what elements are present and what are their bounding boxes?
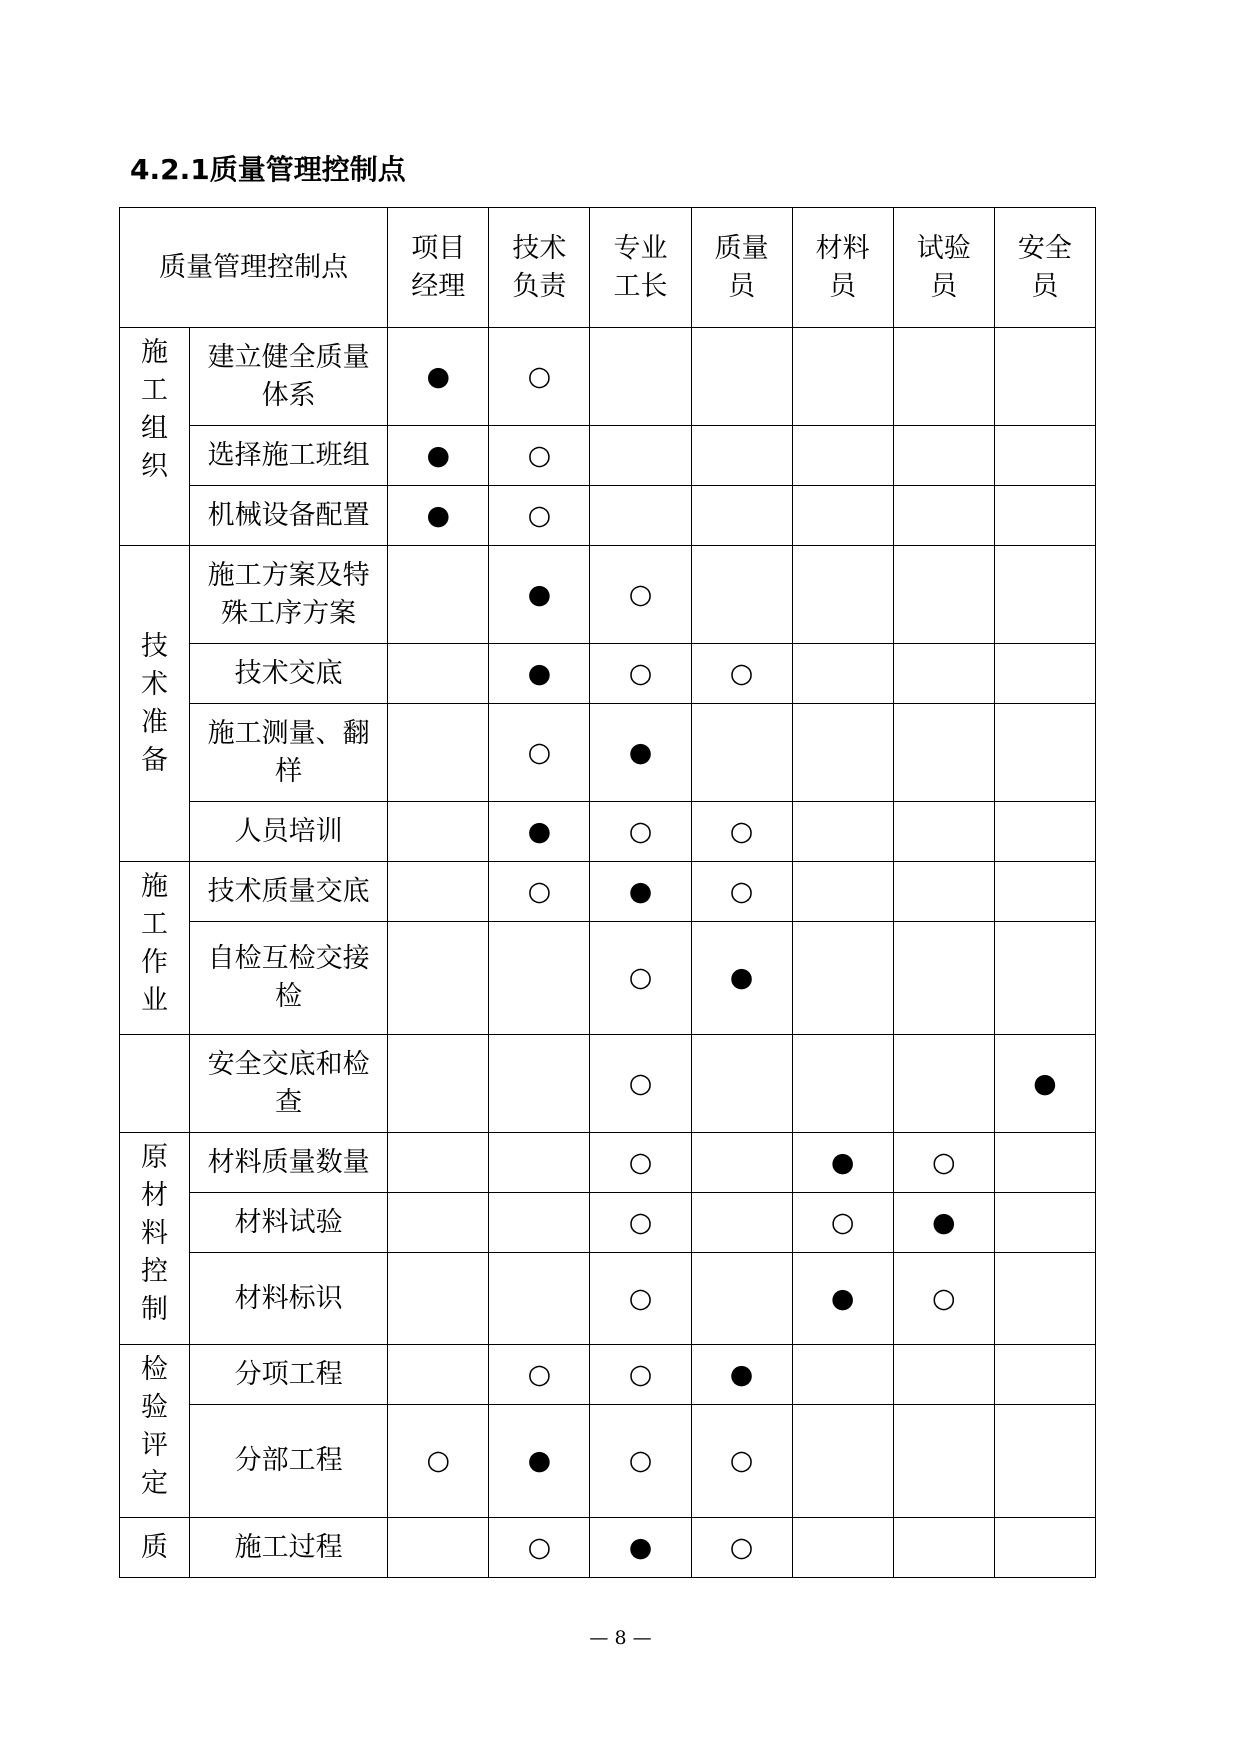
secondary-responsibility-mark: ○ (527, 736, 552, 768)
secondary-responsibility-mark: ○ (729, 1445, 754, 1476)
mark-cell (489, 802, 590, 862)
mark-cell (792, 862, 893, 922)
secondary-responsibility-mark: ○ (628, 1445, 653, 1476)
secondary-responsibility-mark: ○ (628, 657, 653, 689)
mark-cell (893, 546, 994, 644)
mark-cell (388, 644, 489, 704)
mark-cell (388, 922, 489, 1035)
mark-cell (792, 1193, 893, 1253)
table-row (120, 1345, 1096, 1405)
secondary-responsibility-mark: ○ (628, 1206, 653, 1238)
col-header-project-manager: 项目经理 (388, 208, 489, 328)
item-cell: 分部工程 (190, 1405, 388, 1518)
mark-cell (691, 1405, 792, 1518)
mark-cell (489, 862, 590, 922)
table-row (120, 644, 1096, 704)
primary-responsibility-mark: ● (426, 439, 451, 471)
mark-cell (994, 426, 1095, 486)
mark-cell (489, 1345, 590, 1405)
mark-cell (691, 426, 792, 486)
mark-cell (590, 1253, 691, 1345)
mark-cell (994, 1345, 1095, 1405)
mark-cell (792, 704, 893, 802)
item-cell: 自检互检交接检 (190, 922, 388, 1035)
mark-cell (489, 328, 590, 426)
mark-cell (388, 546, 489, 644)
secondary-responsibility-mark: ○ (628, 1282, 653, 1314)
mark-cell (590, 546, 691, 644)
secondary-responsibility-mark: ○ (527, 360, 552, 392)
item-cell: 施工方案及特殊工序方案 (190, 546, 388, 644)
mark-cell (590, 862, 691, 922)
table-row (120, 922, 1096, 1035)
group-label-safety (120, 1035, 190, 1133)
item-cell: 人员培训 (190, 802, 388, 862)
mark-cell (994, 644, 1095, 704)
mark-cell (691, 1193, 792, 1253)
mark-cell (489, 1253, 590, 1345)
col-header-tech-lead: 技术负责 (489, 208, 590, 328)
secondary-responsibility-mark: ○ (628, 1067, 653, 1099)
table-row (120, 802, 1096, 862)
secondary-responsibility-mark: ○ (931, 1146, 956, 1178)
mark-cell (994, 922, 1095, 1035)
primary-responsibility-mark: ● (426, 499, 451, 531)
mark-cell (388, 1035, 489, 1133)
mark-cell (893, 1405, 994, 1518)
secondary-responsibility-mark: ○ (628, 1358, 653, 1390)
mark-cell (489, 922, 590, 1035)
mark-cell (893, 922, 994, 1035)
mark-cell (893, 1133, 994, 1193)
header-row (120, 208, 1096, 328)
mark-cell (893, 644, 994, 704)
mark-cell (590, 1035, 691, 1133)
table-row (120, 1253, 1096, 1345)
item-cell: 技术质量交底 (190, 862, 388, 922)
mark-cell (691, 1253, 792, 1345)
mark-cell (590, 922, 691, 1035)
item-cell: 分项工程 (190, 1345, 388, 1405)
primary-responsibility-mark: ● (527, 815, 552, 847)
primary-responsibility-mark: ● (931, 1206, 956, 1238)
secondary-responsibility-mark: ○ (527, 875, 552, 907)
mark-cell (388, 328, 489, 426)
secondary-responsibility-mark: ○ (729, 875, 754, 907)
primary-responsibility-mark: ● (729, 962, 754, 993)
mark-cell (994, 1518, 1095, 1578)
item-cell: 材料质量数量 (190, 1133, 388, 1193)
table-row (120, 862, 1096, 922)
page-number: — 8 — (589, 1627, 652, 1649)
mark-cell (691, 802, 792, 862)
mark-cell (893, 486, 994, 546)
primary-responsibility-mark: ● (628, 875, 653, 907)
mark-cell (590, 328, 691, 426)
secondary-responsibility-mark: ○ (931, 1282, 956, 1314)
mark-cell (994, 802, 1095, 862)
group-label-raw-material: 原材料控制 (120, 1133, 190, 1345)
group-label-inspection: 检验评定 (120, 1345, 190, 1518)
mark-cell (994, 1035, 1095, 1133)
mark-cell (590, 1345, 691, 1405)
group-label-construction-org: 施工组织 (120, 328, 190, 546)
mark-cell (590, 486, 691, 546)
secondary-responsibility-mark: ○ (628, 578, 653, 610)
primary-responsibility-mark: ● (527, 1445, 552, 1476)
mark-cell (893, 1518, 994, 1578)
mark-cell (691, 862, 792, 922)
mark-cell (590, 644, 691, 704)
col-header-foreman: 专业工长 (590, 208, 691, 328)
mark-cell (893, 1035, 994, 1133)
mark-cell (691, 922, 792, 1035)
mark-cell (489, 1133, 590, 1193)
mark-cell (994, 1133, 1095, 1193)
mark-cell (590, 704, 691, 802)
mark-cell (489, 1518, 590, 1578)
mark-cell (893, 862, 994, 922)
mark-cell (489, 486, 590, 546)
mark-cell (691, 1518, 792, 1578)
mark-cell (691, 546, 792, 644)
mark-cell (691, 1345, 792, 1405)
table-row (120, 1035, 1096, 1133)
secondary-responsibility-mark: ○ (527, 499, 552, 531)
item-cell: 安全交底和检查 (190, 1035, 388, 1133)
table-row (120, 1193, 1096, 1253)
mark-cell (489, 644, 590, 704)
mark-cell (388, 1518, 489, 1578)
group-label-construction-work: 施工作业 (120, 862, 190, 1035)
mark-cell (792, 546, 893, 644)
mark-cell (388, 1405, 489, 1518)
mark-cell (792, 1518, 893, 1578)
mark-cell (590, 1405, 691, 1518)
secondary-responsibility-mark: ○ (426, 1445, 451, 1476)
mark-cell (792, 802, 893, 862)
section-heading: 4.2.1质量管理控制点 (130, 153, 406, 186)
col-header-quality-officer: 质量员 (691, 208, 792, 328)
table-row (120, 328, 1096, 426)
col-header-test-officer: 试验员 (893, 208, 994, 328)
primary-responsibility-mark: ● (527, 657, 552, 689)
group-label-tech-prep: 技术准备 (120, 546, 190, 862)
mark-cell (388, 1193, 489, 1253)
mark-cell (691, 644, 792, 704)
quality-control-table (119, 207, 1096, 1578)
corner-header: 质量管理控制点 (120, 208, 388, 328)
mark-cell (893, 1193, 994, 1253)
table-row (120, 1133, 1096, 1193)
mark-cell (691, 328, 792, 426)
mark-cell (489, 546, 590, 644)
primary-responsibility-mark: ● (729, 1358, 754, 1390)
mark-cell (489, 704, 590, 802)
table-row (120, 426, 1096, 486)
mark-cell (994, 1405, 1095, 1518)
item-cell: 机械设备配置 (190, 486, 388, 546)
mark-cell (893, 426, 994, 486)
primary-responsibility-mark: ● (527, 578, 552, 610)
mark-cell (388, 862, 489, 922)
mark-cell (691, 1133, 792, 1193)
secondary-responsibility-mark: ○ (527, 1531, 552, 1563)
mark-cell (388, 704, 489, 802)
secondary-responsibility-mark: ○ (729, 1531, 754, 1563)
secondary-responsibility-mark: ○ (628, 815, 653, 847)
secondary-responsibility-mark: ○ (628, 962, 653, 993)
table-row (120, 1518, 1096, 1578)
primary-responsibility-mark: ● (628, 1531, 653, 1563)
mark-cell (590, 426, 691, 486)
mark-cell (893, 1253, 994, 1345)
mark-cell (388, 486, 489, 546)
mark-cell (590, 1518, 691, 1578)
table-row (120, 486, 1096, 546)
mark-cell (388, 1345, 489, 1405)
mark-cell (994, 486, 1095, 546)
table-row (120, 546, 1096, 644)
mark-cell (893, 802, 994, 862)
mark-cell (792, 1345, 893, 1405)
mark-cell (388, 1133, 489, 1193)
primary-responsibility-mark: ● (628, 736, 653, 768)
mark-cell (792, 644, 893, 704)
primary-responsibility-mark: ● (426, 360, 451, 392)
primary-responsibility-mark: ● (830, 1146, 855, 1178)
mark-cell (792, 1035, 893, 1133)
col-header-material-officer: 材料员 (792, 208, 893, 328)
mark-cell (994, 862, 1095, 922)
mark-cell (388, 802, 489, 862)
mark-cell (792, 1133, 893, 1193)
primary-responsibility-mark: ● (1033, 1067, 1057, 1099)
group-label-quality: 质 (120, 1518, 190, 1578)
item-cell: 施工过程 (190, 1518, 388, 1578)
mark-cell (489, 1405, 590, 1518)
mark-cell (792, 1253, 893, 1345)
mark-cell (994, 704, 1095, 802)
mark-cell (792, 922, 893, 1035)
mark-cell (893, 704, 994, 802)
mark-cell (994, 1253, 1095, 1345)
secondary-responsibility-mark: ○ (729, 815, 754, 847)
mark-cell (489, 1035, 590, 1133)
mark-cell (590, 1133, 691, 1193)
mark-cell (792, 328, 893, 426)
mark-cell (691, 704, 792, 802)
mark-cell (792, 1405, 893, 1518)
mark-cell (489, 1193, 590, 1253)
mark-cell (994, 546, 1095, 644)
mark-cell (893, 1345, 994, 1405)
primary-responsibility-mark: ● (830, 1282, 855, 1314)
mark-cell (792, 486, 893, 546)
mark-cell (590, 1193, 691, 1253)
item-cell: 选择施工班组 (190, 426, 388, 486)
mark-cell (994, 328, 1095, 426)
secondary-responsibility-mark: ○ (729, 657, 754, 689)
col-header-safety-officer: 安全员 (994, 208, 1095, 328)
secondary-responsibility-mark: ○ (527, 1358, 552, 1390)
item-cell: 材料试验 (190, 1193, 388, 1253)
mark-cell (388, 1253, 489, 1345)
mark-cell (792, 426, 893, 486)
mark-cell (388, 426, 489, 486)
secondary-responsibility-mark: ○ (527, 439, 552, 471)
mark-cell (489, 426, 590, 486)
item-cell: 材料标识 (190, 1253, 388, 1345)
mark-cell (691, 1035, 792, 1133)
item-cell: 建立健全质量体系 (190, 328, 388, 426)
secondary-responsibility-mark: ○ (628, 1146, 653, 1178)
secondary-responsibility-mark: ○ (830, 1206, 855, 1238)
mark-cell (691, 486, 792, 546)
item-cell: 施工测量、翻样 (190, 704, 388, 802)
mark-cell (590, 802, 691, 862)
mark-cell (994, 1193, 1095, 1253)
table-row (120, 1405, 1096, 1518)
table-row (120, 704, 1096, 802)
item-cell: 技术交底 (190, 644, 388, 704)
mark-cell (893, 328, 994, 426)
